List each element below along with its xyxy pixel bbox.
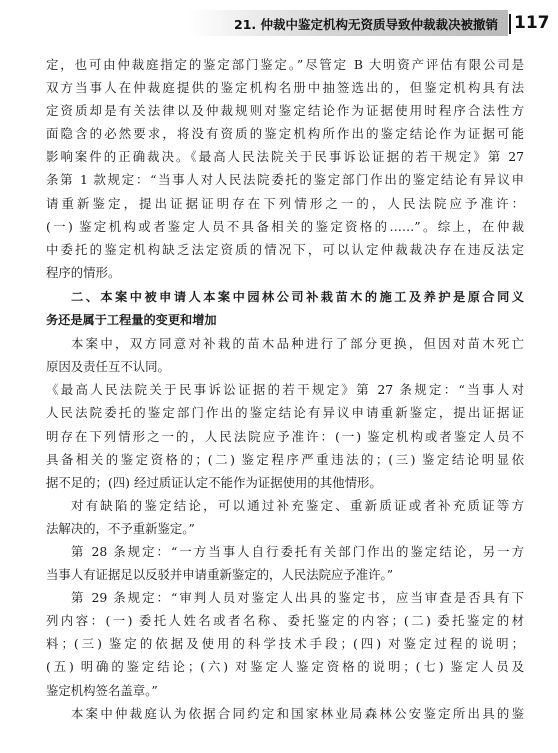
running-header	[0, 10, 558, 36]
body-text-line: 明存在下列情形之一的，人民法院应予准许：(一) 鉴定机构或者鉴定人员不	[46, 428, 524, 444]
section-heading-line: 二、本案中被申请人本案中园林公司补栽苗木的施工及养护是原合同义	[71, 289, 524, 304]
body-text-line: 据不足的；(四) 经过质证认定不能作为证据使用的其他情形。	[46, 474, 382, 490]
body-text-line: 《最高人民法院关于民事诉讼证据的若干规定》第 27 条规定：“当事人对	[46, 382, 524, 398]
body-text	[46, 53, 524, 725]
body-text-line: 列内容：(一) 委托人姓名或者名称、委托鉴定的内容；(二) 委托鉴定的材	[46, 613, 524, 629]
body-text-line: (五) 明确的鉴定结论；(六) 对鉴定人鉴定资格的说明；(七) 鉴定人员及	[46, 659, 524, 675]
body-text-line: 当事人有证据足以反驳并申请重新鉴定的，人民法院应予准许。”	[46, 567, 394, 583]
body-text-line: 请重新鉴定，提出证据证明存在下列情形之一的，人民法院应予准许：	[46, 195, 524, 211]
body-text-line: 第 29 条规定：“审判人员对鉴定人出具的鉴定书，应当审查是否具有下	[71, 590, 524, 606]
body-text-line: 影响案件的正确裁决。《最高人民法院关于民事诉讼证据的若干规定》第 27	[46, 149, 524, 165]
body-text-line: 面隐含的必然要求，将没有资质的鉴定机构所作出的鉴定结论作为证据可能	[46, 126, 524, 142]
section-heading-line: 务还是属于工程量的变更和增加	[46, 313, 217, 328]
chapter-title: 21. 仲裁中鉴定机构无资质导致仲裁裁决被撤销	[234, 17, 498, 32]
body-text-line: 对有缺陷的鉴定结论，可以通过补充鉴定、重新质证或者补充质证等方	[71, 497, 524, 513]
body-text-line: 本案中仲裁庭认为依据合同约定和国家林业局森林公安鉴定所出具的鉴	[71, 705, 524, 721]
body-text-line: 条第 1 款规定：“当事人对人民法院委托的鉴定部门作出的鉴定结论有异议申	[46, 172, 524, 188]
body-text-line: (一) 鉴定机构或者鉴定人员不具备相关的鉴定资格的……”。综上，在仲裁	[46, 218, 524, 234]
body-text-line: 定，也可由仲裁庭指定的鉴定部门鉴定。”尽管定 B 大明资产评估有限公司是	[46, 57, 524, 72]
body-text-line: 中委托的鉴定机构缺乏法定资质的情况下，可以认定仲裁裁决存在违反法定	[46, 241, 524, 257]
body-text-line: 具备相关的鉴定资格的；(二) 鉴定程序严重违法的；(三) 鉴定结论明显依	[46, 451, 524, 467]
body-text-line: 双方当事人在仲裁庭提供的鉴定机构名册中抽签选出的，但鉴定机构具有法	[46, 80, 524, 96]
header-separator	[509, 14, 511, 34]
page-number: 117	[514, 13, 550, 33]
body-text-line: 人民法院委托的鉴定部门作出的鉴定结论有异议申请重新鉴定，提出证据证	[46, 405, 524, 421]
body-text-line: 定资质却是有关法律以及仲裁规则对鉴定结论作为证据使用时程序合法性方	[46, 103, 524, 119]
body-text-line: 原因及责任互不认同。	[46, 359, 170, 375]
body-text-line: 本案中，双方同意对补栽的苗木品种进行了部分更换，但因对苗木死亡	[71, 336, 524, 352]
body-text-line: 料；(三) 鉴定的依据及使用的科学技术手段；(四) 对鉴定过程的说明；	[46, 636, 524, 652]
body-text-line: 第 28 条规定：“一方当事人自行委托有关部门作出的鉴定结论，另一方	[71, 543, 524, 559]
body-text-line: 鉴定机构签名盖章。”	[46, 682, 158, 698]
body-text-line: 法解决的，不予重新鉴定。”	[46, 520, 195, 536]
body-text-line: 程序的情形。	[46, 264, 121, 280]
